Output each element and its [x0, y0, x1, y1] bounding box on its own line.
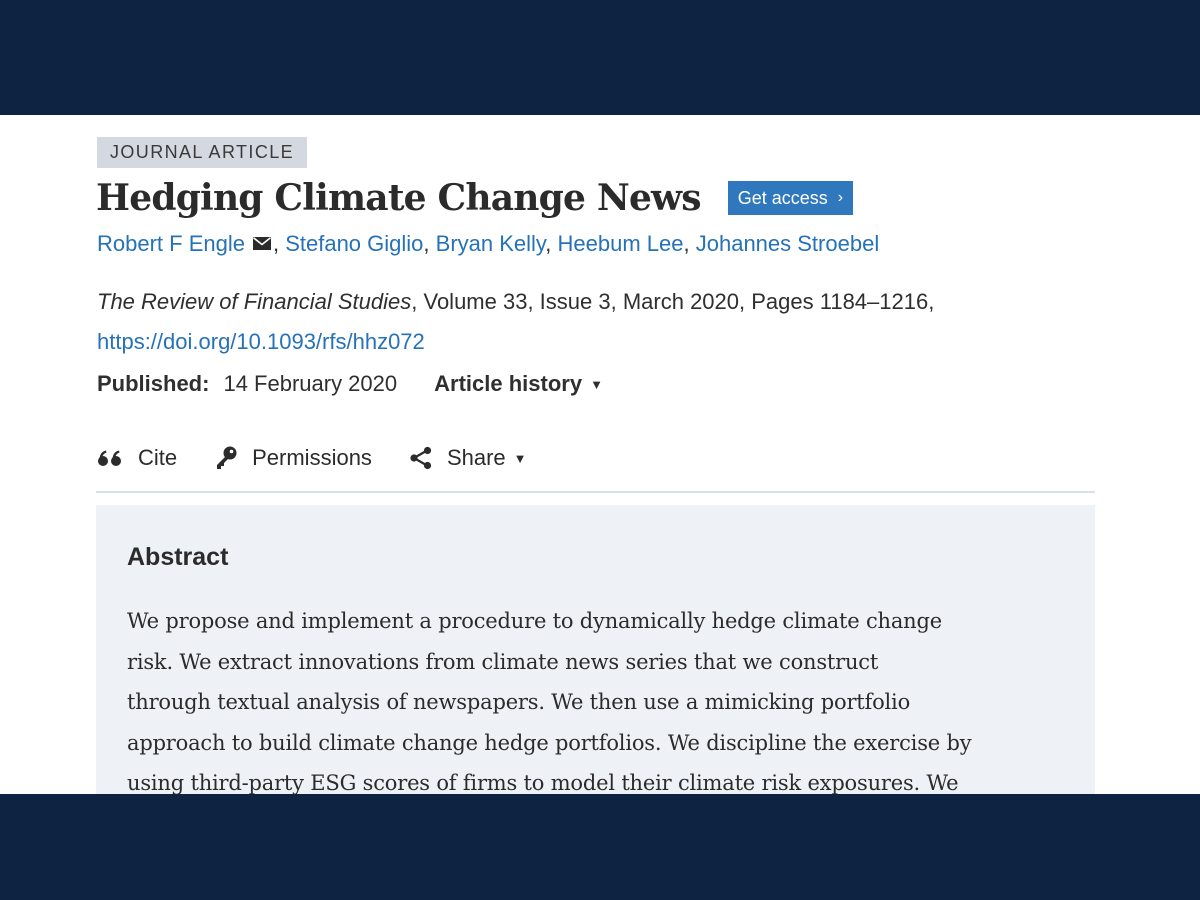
envelope-icon[interactable]: [253, 237, 271, 250]
abstract-line: risk. We extract innovations from climate news series that we construct: [127, 649, 879, 674]
share-label: Share: [446, 445, 506, 470]
abstract-line: We propose and implement a procedure to dynamically hedge climate change: [127, 609, 942, 633]
get-access-label: Get access: [737, 188, 828, 208]
toolbar-divider: [96, 491, 1095, 493]
abstract-line: approach to build climate change hedge portfolios. We discipline the exercise by: [127, 730, 972, 755]
quote-icon: [97, 449, 123, 467]
share-button[interactable]: [410, 445, 527, 471]
permissions-button[interactable]: [215, 445, 372, 471]
author-link[interactable]: Stefano Giglio: [285, 231, 424, 256]
cite-label: Cite: [138, 445, 178, 470]
article-header-page: [0, 115, 1200, 794]
abstract-line: using third-party ESG scores of firms to model their climate risk exposures. We: [127, 771, 959, 794]
author-link[interactable]: Robert F Engle: [97, 231, 245, 256]
bottom-dark-band: [0, 794, 1200, 900]
get-access-button[interactable]: [728, 181, 853, 215]
share-icon: [410, 446, 432, 470]
cite-button[interactable]: [97, 445, 177, 471]
author-link[interactable]: Heebum Lee: [557, 231, 684, 256]
caret-down-icon: ▼: [590, 376, 603, 392]
published-date: 14 February 2020: [223, 371, 398, 396]
article-title: Hedging Climate Change News: [96, 177, 701, 219]
abstract-section: [96, 505, 1095, 794]
citation-details: , Volume 33, Issue 3, March 2020, Pages 1184–1216,: [411, 289, 935, 314]
article-type-tag: JOURNAL ARTICLE: [97, 137, 307, 168]
article-history-label: Article history: [434, 371, 583, 396]
caret-down-icon: ▼: [513, 450, 527, 466]
doi-link[interactable]: https://doi.org/10.1093/rfs/hhz072: [97, 329, 425, 354]
author-link[interactable]: Johannes Stroebel: [695, 231, 880, 256]
citation-line: [97, 289, 934, 315]
key-icon: [215, 446, 237, 470]
abstract-line: through textual analysis of newspapers. We then use a mimicking portfolio: [127, 690, 911, 714]
author-list: Robert F Engle , Stefano Giglio, Bryan Kelly, Heebum Lee, Johannes Stroebel: [97, 231, 880, 256]
author-link[interactable]: Bryan Kelly: [435, 231, 546, 256]
publication-info: [97, 371, 603, 397]
abstract-text: [127, 601, 1072, 794]
published-label: Published:: [97, 371, 210, 396]
permissions-label: Permissions: [252, 445, 372, 470]
chevron-right-icon: ›: [837, 189, 844, 206]
top-dark-band: [0, 0, 1200, 115]
article-toolbar: [97, 445, 565, 471]
article-history-toggle[interactable]: [434, 371, 603, 397]
abstract-heading: Abstract: [127, 543, 229, 571]
journal-name: The Review of Financial Studies: [97, 289, 412, 314]
title-row: [96, 177, 853, 219]
